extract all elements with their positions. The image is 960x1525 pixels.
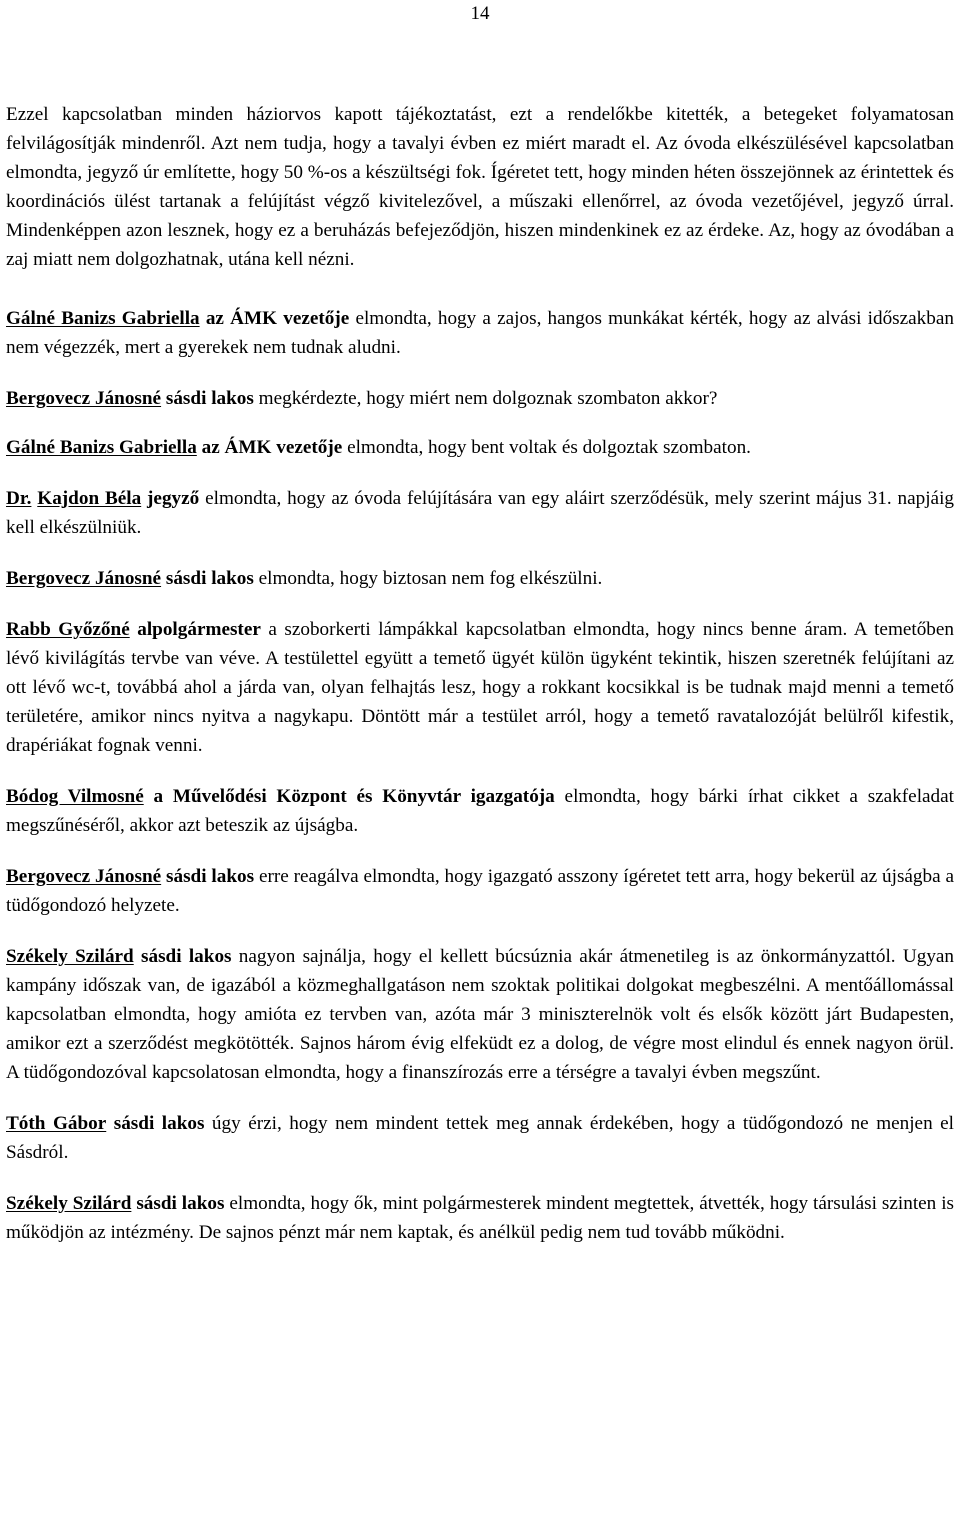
paragraph (6, 942, 954, 1087)
paragraph (6, 484, 954, 542)
speaker-name: Tóth Gábor (6, 1113, 107, 1134)
speaker-name: Székely Szilárd (6, 946, 134, 967)
speaker-role: sásdi lakos (113, 1113, 205, 1134)
paragraph-text: elmondta, hogy bent voltak és dolgoztak szombaton. (342, 437, 751, 458)
speaker-name: Bergovecz Jánosné (6, 388, 162, 409)
speaker-role: az ÁMK vezetője (201, 437, 343, 458)
speaker-title: Dr. (6, 488, 32, 509)
speaker-name: Bergovecz Jánosné (6, 568, 162, 589)
paragraph-text: úgy érzi, hogy nem mindent tettek meg annak érdekében, hogy a tüdőgondozó ne menjen el Sásdról. (6, 1113, 955, 1163)
speaker-role: sásdi lakos (136, 1193, 225, 1214)
paragraph: Ezzel kapcsolatban minden háziorvos kapott tájékoztatást, ezt a rendelőkbe kitették, a betegeket folyamatosan felvilágosítják mindenről. Azt nem tudja, hogy a tavalyi évben ez miért maradt el. Az óvoda elkészülésével kapcsolatban elmondta, jegyző úr említette, hogy 50 %-os a készültségi fok. Ígéretet tett, hogy minden héten összejönnek az érintettek és koordinációs ülést tartanak a felújítást végző kivitelezővel, a műszaki ellenőrrel, az óvoda vezetőjével, jegyző úrral. Mindenképpen azon lesznek, hogy ez a beruházás befejeződjön, hiszen mindenkinek ez az érdeke. Az, hogy az óvodában a zaj miatt nem dolgozhatnak, utána kell nézni. (6, 104, 954, 270)
speaker-role: a Művelődési Központ és Könyvtár igazgatója (153, 786, 555, 807)
paragraph-text: elmondta, hogy ők, mint polgármesterek mindent megtettek, átvették, hogy társulási szinten is működjön az intézmény. De sajnos pénzt már nem kaptak, és anélkül pedig nem tud tovább működni. (6, 1193, 955, 1243)
speaker-role: jegyző (147, 488, 200, 509)
speaker-role: sásdi lakos (165, 568, 254, 589)
paragraph-text: elmondta, hogy az óvoda felújítására van egy aláirt szerződésük, mely szerint május 31. napjáig kell elkészülniük. (6, 488, 954, 538)
speaker-name: Gálné Banizs Gabriella (6, 437, 197, 458)
speaker-role: sásdi lakos (141, 946, 232, 967)
paragraph (6, 564, 954, 593)
document-body (6, 100, 954, 1247)
speaker-role: az ÁMK vezetője (205, 308, 350, 329)
speaker-name: Rabb Győzőné (6, 619, 130, 640)
paragraph (6, 384, 954, 413)
paragraph-text: elmondta, hogy bárki írhat cikket a szakfeladat megszűnéséről, akkor azt beteszik az újságba. (6, 786, 954, 836)
paragraph (6, 615, 954, 760)
paragraph-text: elmondta, hogy biztosan nem fog elkészülni. (253, 568, 603, 589)
speaker-role: alpolgármester (137, 619, 261, 640)
speaker-name: Bódog Vilmosné (6, 786, 144, 807)
page-number: 14 (470, 3, 490, 24)
paragraph-text: elmondta, hogy a zajos, hangos munkákat kérték, hogy az alvási időszakban nem végezzék, mert a gyerekek nem tudnak aludni. (6, 308, 954, 358)
paragraph-text: erre reagálva elmondta, hogy igazgató asszony ígéretet tett arra, hogy bekerül az újságba a tüdőgondozó helyzete. (6, 866, 955, 916)
paragraph (6, 1109, 954, 1167)
paragraph-text: megkérdezte, hogy miért nem dolgoznak szombaton akkor? (253, 388, 718, 409)
paragraph (6, 782, 954, 840)
speaker-name: Kajdon Béla (37, 488, 142, 509)
paragraph-text: a szoborkerti lámpákkal kapcsolatban elmondta, hogy nincs benne áram. A temetőben lévő kivilágítás tervbe van véve. A testülettel együtt a temető ügyét külön ügyként tekintik, hiszen szeretnék felújítani az ott lévő wc-t, továbbá ahol a járda van, olyan felhajtás lesz, hogy a rokkant kocsikkal is be tudnak majd menni a temető területére, amikor nincs nyitva a nagykapu. Döntött már a testület arról, hogy a temető ravatalozóját belülről kifestik, drapériákat fognak venni. (6, 619, 955, 756)
paragraph (6, 433, 954, 462)
speaker-name: Gálné Banizs Gabriella (6, 308, 200, 329)
paragraph (6, 304, 954, 362)
speaker-name: Székely Szilárd (6, 1193, 132, 1214)
paragraph (6, 862, 954, 920)
speaker-role: sásdi lakos (165, 388, 254, 409)
speaker-role: sásdi lakos (166, 866, 255, 887)
paragraph (6, 1189, 954, 1247)
speaker-name: Bergovecz Jánosné (6, 866, 162, 887)
paragraph-text: nagyon sajnálja, hogy el kellett búcsúznia akár átmenetileg is az önkormányzattól. Ugyan kampány időszak van, de igazából a közmeghallgatáson nem szoktak politikai dolgokat megbeszélni. A mentőállomással kapcsolatban elmondta, hogy amióta ez tervben van, azóta már 3 miniszterelnök volt és elsők között járt Budapesten, amikor ezt a szerződést megkötötték. Sajnos három évig elfeküdt ez a dolog, de végre most elindul és ennek nagyon örül. A tüdőgondozóval kapcsolatosan elmondta, hogy a finanszírozás erre a térségre a tavalyi évben megszűnt. (6, 946, 955, 1083)
